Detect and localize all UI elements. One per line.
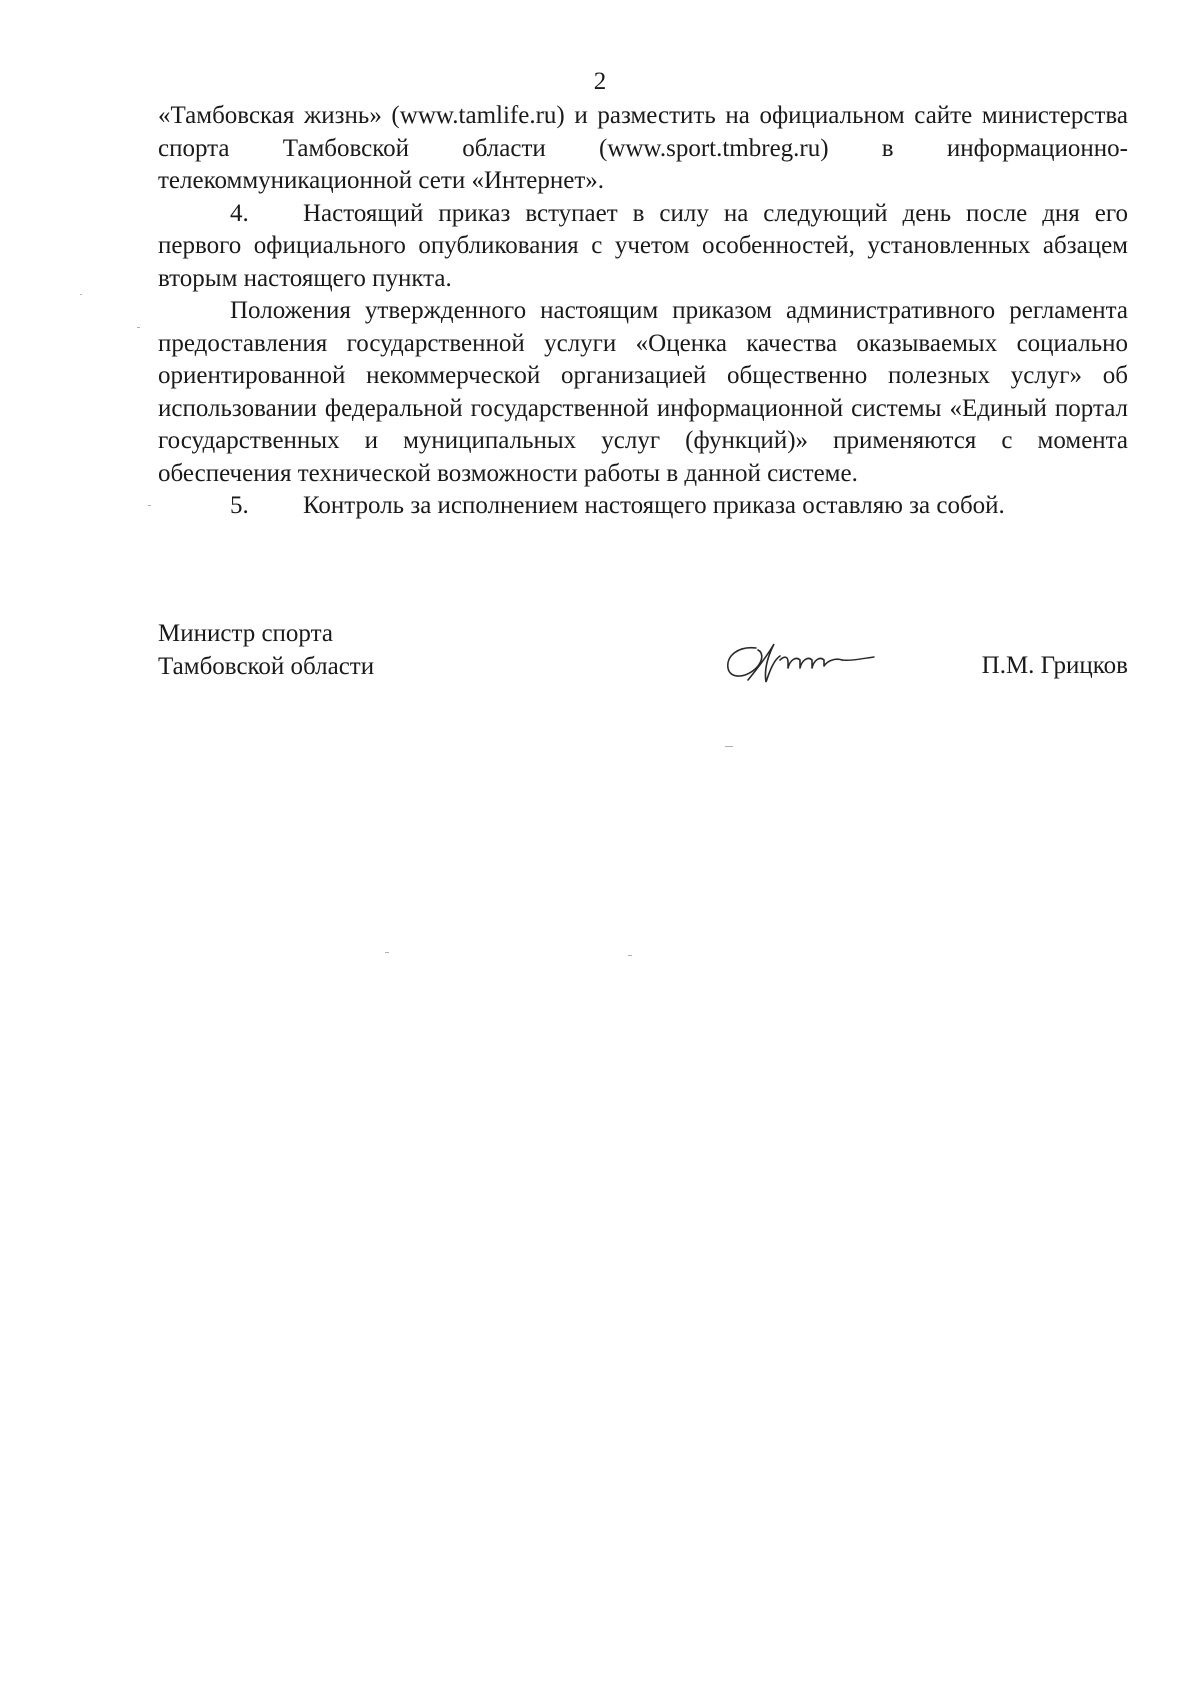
item-number: 4. [230,199,249,227]
paragraph-item-4 [158,198,1128,296]
signatory-name: П.М. Грицков [981,652,1128,679]
position-line: Министр спорта [158,620,333,647]
paragraph-text: Настоящий приказ вступает в силу на следующий день после дня его первого официального опубликования с учетом особенностей, установленных абзацем вторым настоящего пункта. [158,199,1128,292]
scan-speck [385,952,389,953]
scan-speck [80,294,82,295]
handwritten-signature [718,630,888,700]
scan-speck [725,746,733,747]
position-line: Тамбовской области [158,652,375,680]
signatory-position [158,618,374,683]
item-number: 5. [230,492,249,519]
signature-block [158,618,1128,698]
scan-speck [628,955,632,956]
scan-speck [137,327,140,328]
paragraph-continuation: «Тамбовская жизнь» (www.tamlife.ru) и разместить на официальном сайте министерства спорта Тамбовской области (www.sport.tmbreg.ru) в информационно-телекоммуникационной сети «Интернет». [158,102,1128,194]
scan-speck [148,505,151,506]
document-body [158,100,1128,523]
paragraph-text: Контроль за исполнением настоящего приказа оставляю за собой. [303,492,1005,519]
paragraph-item-5 [158,490,1128,523]
paragraph-provisions: Положения утвержденного настоящим приказом административного регламента предоставления государственной услуги «Оценка качества оказываемых социально ориентированной некоммерческой организацией общественно полезных услуг» об использовании федеральной государственной информационной системы «Единый портал государственных и муниципальных услуг (функций)» применяются с момента обеспечения технической возможности работы в данной системе. [158,297,1128,487]
page-number: 2 [593,68,607,95]
